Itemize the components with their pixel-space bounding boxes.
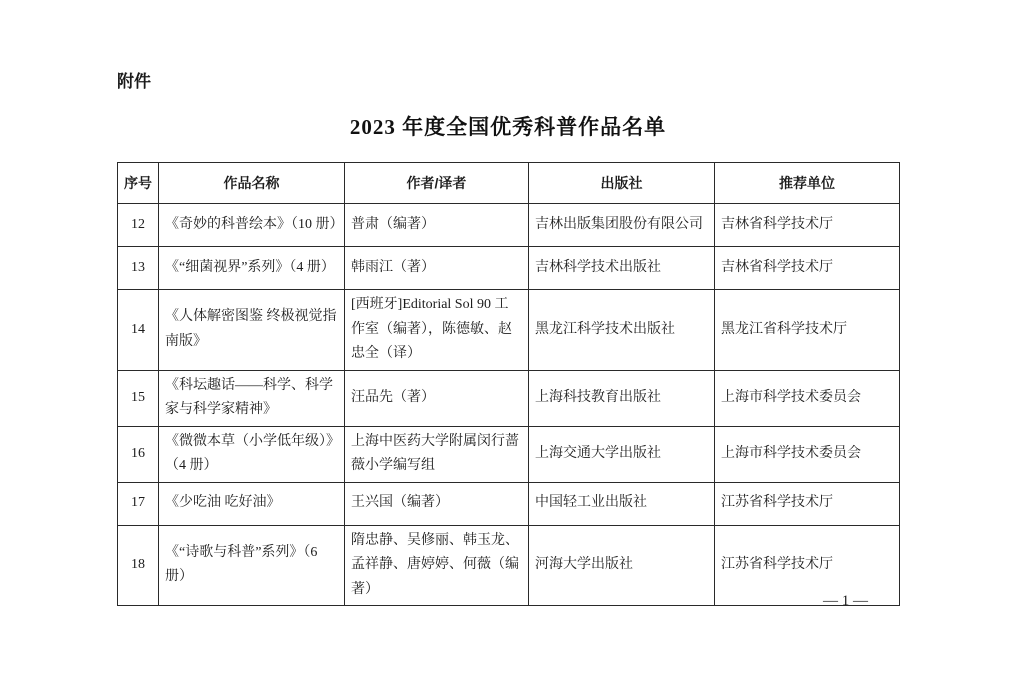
table-row [118,204,900,247]
table-row [118,290,900,371]
table-row [118,426,900,482]
cell-no: 15 [118,370,159,426]
cell-title: 《少吃油 吃好油》 [159,482,345,525]
cell-no: 17 [118,482,159,525]
cell-no: 18 [118,525,159,606]
cell-title: 《奇妙的科普绘本》（10 册） [159,204,345,247]
cell-title: 《人体解密图鉴 终极视觉指南版》 [159,290,345,371]
cell-recommender: 上海市科学技术委员会 [715,370,900,426]
cell-publisher: 上海交通大学出版社 [529,426,715,482]
cell-publisher: 上海科技教育出版社 [529,370,715,426]
attachment-label: 附件 [117,72,151,91]
cell-author: 韩雨江（著） [345,247,529,290]
cell-no: 14 [118,290,159,371]
col-header-title: 作品名称 [159,163,345,204]
cell-no: 13 [118,247,159,290]
table-header-row [118,163,900,204]
page-title: 2023 年度全国优秀科普作品名单 [349,115,667,139]
cell-author: [西班牙]Editorial Sol 90 工作室（编著），陈德敏、赵忠全（译） [345,290,529,371]
cell-author: 隋忠静、吴修丽、韩玉龙、孟祥静、唐婷婷、何薇（编著） [345,525,529,606]
cell-publisher: 吉林出版集团股份有限公司 [529,204,715,247]
cell-no: 16 [118,426,159,482]
table-row [118,370,900,426]
col-header-recommender: 推荐单位 [715,163,900,204]
col-header-no: 序号 [118,163,159,204]
table-row [118,482,900,525]
col-header-publisher: 出版社 [529,163,715,204]
cell-recommender: 江苏省科学技术厅 [715,482,900,525]
works-table [117,162,900,606]
cell-publisher: 中国轻工业出版社 [529,482,715,525]
cell-recommender: 吉林省科学技术厅 [715,204,900,247]
table-row [118,247,900,290]
cell-recommender: 上海市科学技术委员会 [715,426,900,482]
page-number: — 1 — [823,593,868,609]
cell-author: 王兴国（编著） [345,482,529,525]
cell-title: 《“诗歌与科普”系列》（6 册） [159,525,345,606]
col-header-author: 作者/译者 [345,163,529,204]
cell-publisher: 吉林科学技术出版社 [529,247,715,290]
cell-no: 12 [118,204,159,247]
cell-publisher: 黑龙江科学技术出版社 [529,290,715,371]
cell-recommender: 江苏省科学技术厅 [715,525,900,606]
cell-author: 普肃（编著） [345,204,529,247]
cell-title: 《“细菌视界”系列》（4 册） [159,247,345,290]
cell-recommender: 黑龙江省科学技术厅 [715,290,900,371]
cell-author: 汪品先（著） [345,370,529,426]
cell-title: 《微微本草（小学低年级）》（4 册） [159,426,345,482]
cell-publisher: 河海大学出版社 [529,525,715,606]
cell-recommender: 吉林省科学技术厅 [715,247,900,290]
cell-title: 《科坛趣话——科学、科学家与科学家精神》 [159,370,345,426]
cell-author: 上海中医药大学附属闵行蔷薇小学编写组 [345,426,529,482]
